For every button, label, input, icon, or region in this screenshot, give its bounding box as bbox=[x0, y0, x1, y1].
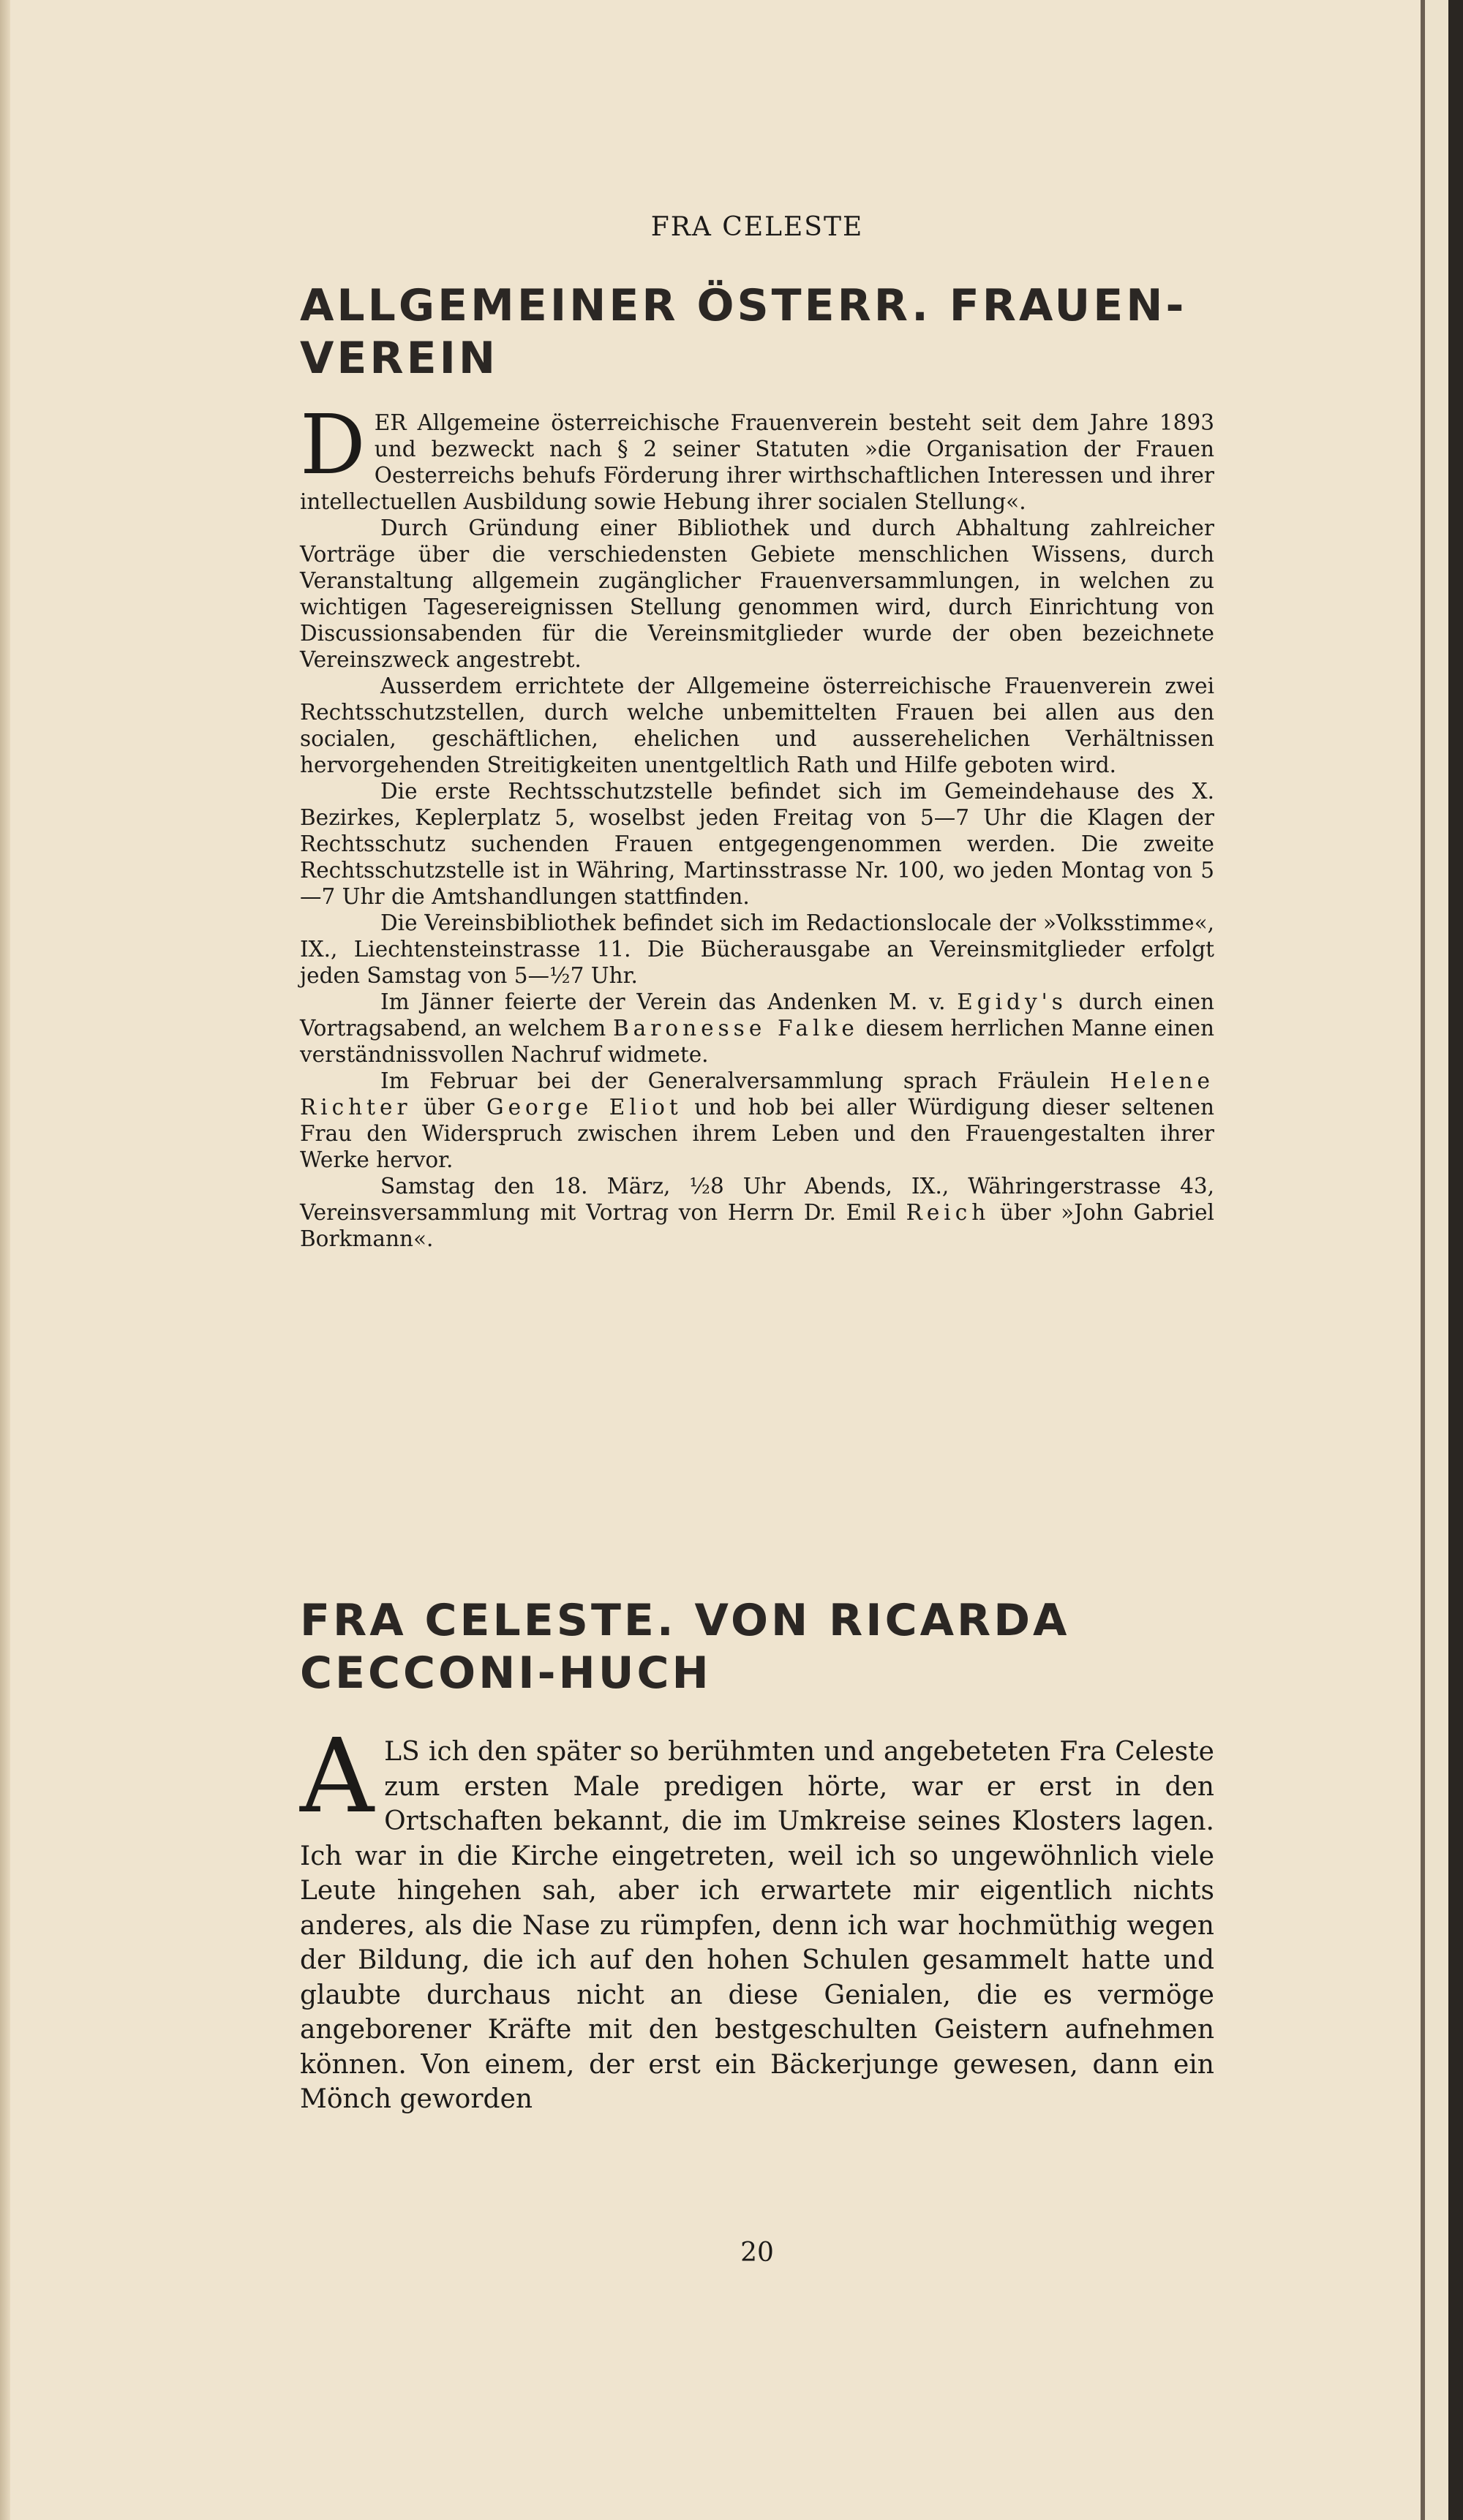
section-title-frauenverein: ALLGEMEINER ÖSTERR. FRAUEN-VEREIN bbox=[300, 280, 1187, 384]
paragraph: DER Allgemeine österreichische Frauenverein besteht seit dem Jahre 1893 und bezweckt nach § 2 seiner Statuten »die Organisation der Frauen Oesterreichs behufs Förderung ihrer wirthschaftlichen Interessen und ihrer intellectuellen Ausbildung sowie Hebung ihrer socialen Stellung«. bbox=[300, 398, 1214, 514]
paragraph: Die Vereinsbibliothek befindet sich im Redactionslocale der »Volksstimme«, IX., Liechtensteinstrasse 11. Die Bücherausgabe an Vereinsmitglieder erfolgt jeden Samstag von 5—½7 Uhr. bbox=[300, 910, 1214, 988]
paragraph: Die erste Rechtsschutzstelle befindet sich im Gemeindehause des X. Bezirkes, Keplerplatz 5, woselbst jeden Freitag von 5—7 Uhr die Klagen der Rechtsschutz suchenden Frauen entgegengenommen werden. Die zweite Rechtsschutzstelle ist in Währing, Martinsstrasse Nr. 100, wo jeden Montag von 5—7 Uhr die Amtshandlungen stattfinden. bbox=[300, 779, 1214, 909]
paragraph: Im Jänner feierte der Verein das Andenken M. v. Egidy's durch einen Vortragsabend, an welchem Baronesse Falke diesem herrlichen Manne einen verständnissvollen Nachruf widmete. bbox=[300, 989, 1214, 1067]
page-number: 20 bbox=[740, 2238, 774, 2268]
paragraph: Durch Gründung einer Bibliothek und durch Abhaltung zahlreicher Vorträge über die verschiedensten Gebiete menschlichen Wissens, durch Veranstaltung allgemein zugänglicher Frauenversammlungen, in welchen zu wichtigen Tagesereignissen Stellung genommen wird, durch Einrichtung von Discussionsabenden für die Vereinsmitglieder wurde der oben bezeichnete Vereinszweck angestrebt. bbox=[300, 516, 1214, 672]
page bbox=[300, 0, 1214, 2520]
drop-cap: D bbox=[300, 398, 366, 493]
paragraph: Ausserdem errichtete der Allgemeine österreichische Frauenverein zwei Rechtsschutzstellen, durch welche unbemittelten Frauen bei allen aus den socialen, geschäftlichen, ehelichen und ausserehelichen Verhältnissen hervorgehenden Streitigkeiten unentgeltlich Rath und Hilfe geboten wird. bbox=[300, 674, 1214, 777]
paragraph: Samstag den 18. März, ½8 Uhr Abends, IX., Währingerstrasse 43, Vereinsversammlung mit Vortrag von Herrn Dr. Emil Reich über »John Gabriel Borkmann«. bbox=[300, 1174, 1214, 1251]
running-head: FRA CELESTE bbox=[650, 212, 864, 242]
page-edge-left bbox=[0, 0, 10, 2520]
paragraph: Im Februar bei der Generalversammlung sprach Fräulein Helene Richter über George Eliot und hob bei aller Würdigung dieser seltenen Frau den Widerspruch zwischen ihrem Leben und den Frauengestalten ihrer Werke hervor. bbox=[300, 1068, 1214, 1172]
section-body-fra-celeste bbox=[300, 1717, 1214, 2117]
section-title-fra-celeste: FRA CELESTE. VON RICARDA CECCONI-HUCH bbox=[300, 1595, 1070, 1699]
drop-cap: A bbox=[300, 1717, 375, 1836]
page-edge-shadow bbox=[1448, 0, 1463, 2520]
paragraph: ALS ich den später so berühmten und angebeteten Fra Celeste zum ersten Male predigen hörte, war er erst in den Ortschaften bekannt, die im Umkreise seines Klosters lagen. Ich war in die Kirche eingetreten, weil ich so ungewöhnlich viele Leute hingehen sah, aber ich erwartete mir eigentlich nichts anderes, als die Nase zu rümpfen, denn ich war hochmüthig wegen der Bildung, die ich auf den hohen Schulen gesammelt hatte und glaubte durchaus nicht an diese Genialen, die es vermöge angeborener Kräfte mit den bestgeschulten Geistern aufnehmen können. Von einem, der erst ein Bäckerjunge gewesen, dann ein Mönch geworden bbox=[300, 1717, 1214, 2114]
section-body-frauenverein bbox=[300, 398, 1214, 1252]
